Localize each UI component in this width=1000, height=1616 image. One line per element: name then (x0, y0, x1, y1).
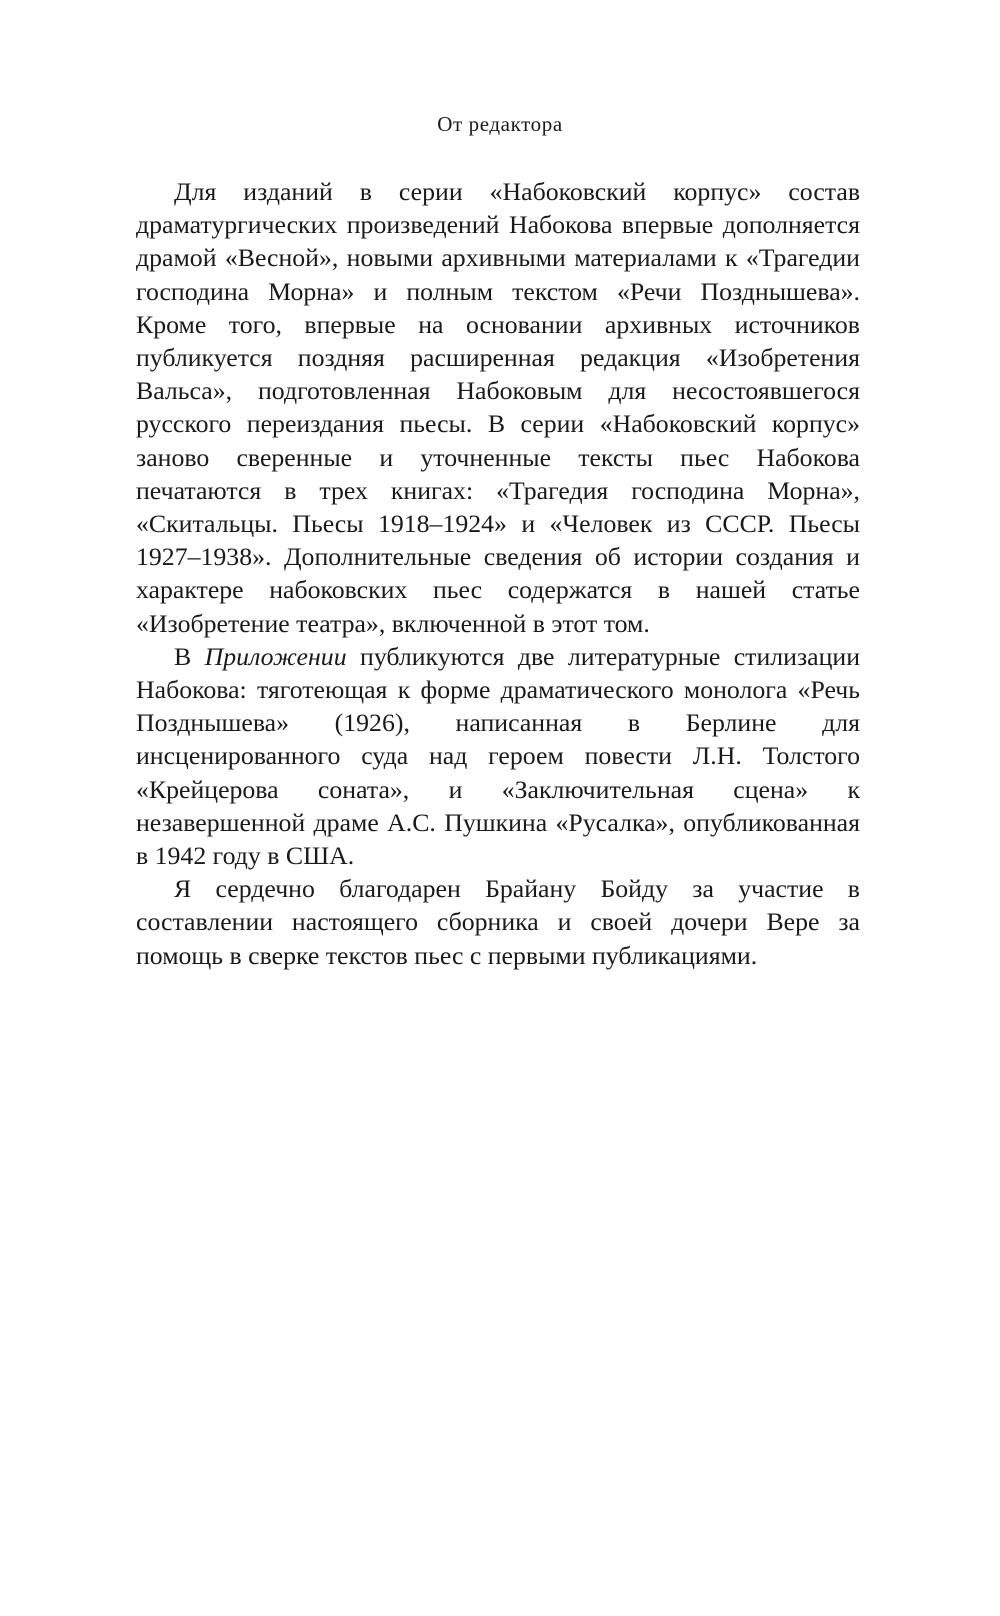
paragraph-2-lead: В (174, 641, 205, 671)
paragraph-2-emphasis: Приложении (204, 641, 347, 671)
running-head: От редактора (437, 112, 563, 136)
body-text (136, 175, 860, 972)
paragraph-3: Я сердечно благодарен Брайану Бойду за участие в составлении настоящего сборника и своей дочери Вере за помощь в сверке текстов пьес с первыми публикациями. (136, 874, 860, 970)
paragraph-1: Для изданий в серии «Набоковский корпус» состав драматургических произведений Набокова впервые дополняется драмой «Весной», новыми архивными материалами к «Трагедии господина Морна» и полным текстом «Речи Позднышева». Кроме того, впервые на основании архивных источников публикуется поздняя расширенная редакция «Изобретения Вальса», подготовленная Набоковым для несостоявшегося русского переиздания пьесы. В серии «Набоковский корпус» заново сверенные и уточненные тексты пьес Набокова печатаются в трех книгах: «Трагедия господина Морна», «Скитальцы. Пьесы 1918–1924» и «Человек из СССР. Пьесы 1927–1938». Дополнительные сведения об истории создания и характере набоковских пьес содержатся в нашей статье «Изобретение театра», включенной в этот том. (136, 177, 860, 638)
paragraph-2 (136, 640, 860, 872)
paragraph-2-text: публикуются две литературные стилизации Набокова: тяготеющая к форме драматического монолога «Речь Позднышева» (1926), написанная в Берлине для инсценированного суда над героем повести Л.Н. Толстого «Крейцерова соната», и «Заключительная сцена» к незавершенной драме А.С. Пушкина «Русалка», опубликованная в 1942 году в США. (136, 641, 860, 871)
